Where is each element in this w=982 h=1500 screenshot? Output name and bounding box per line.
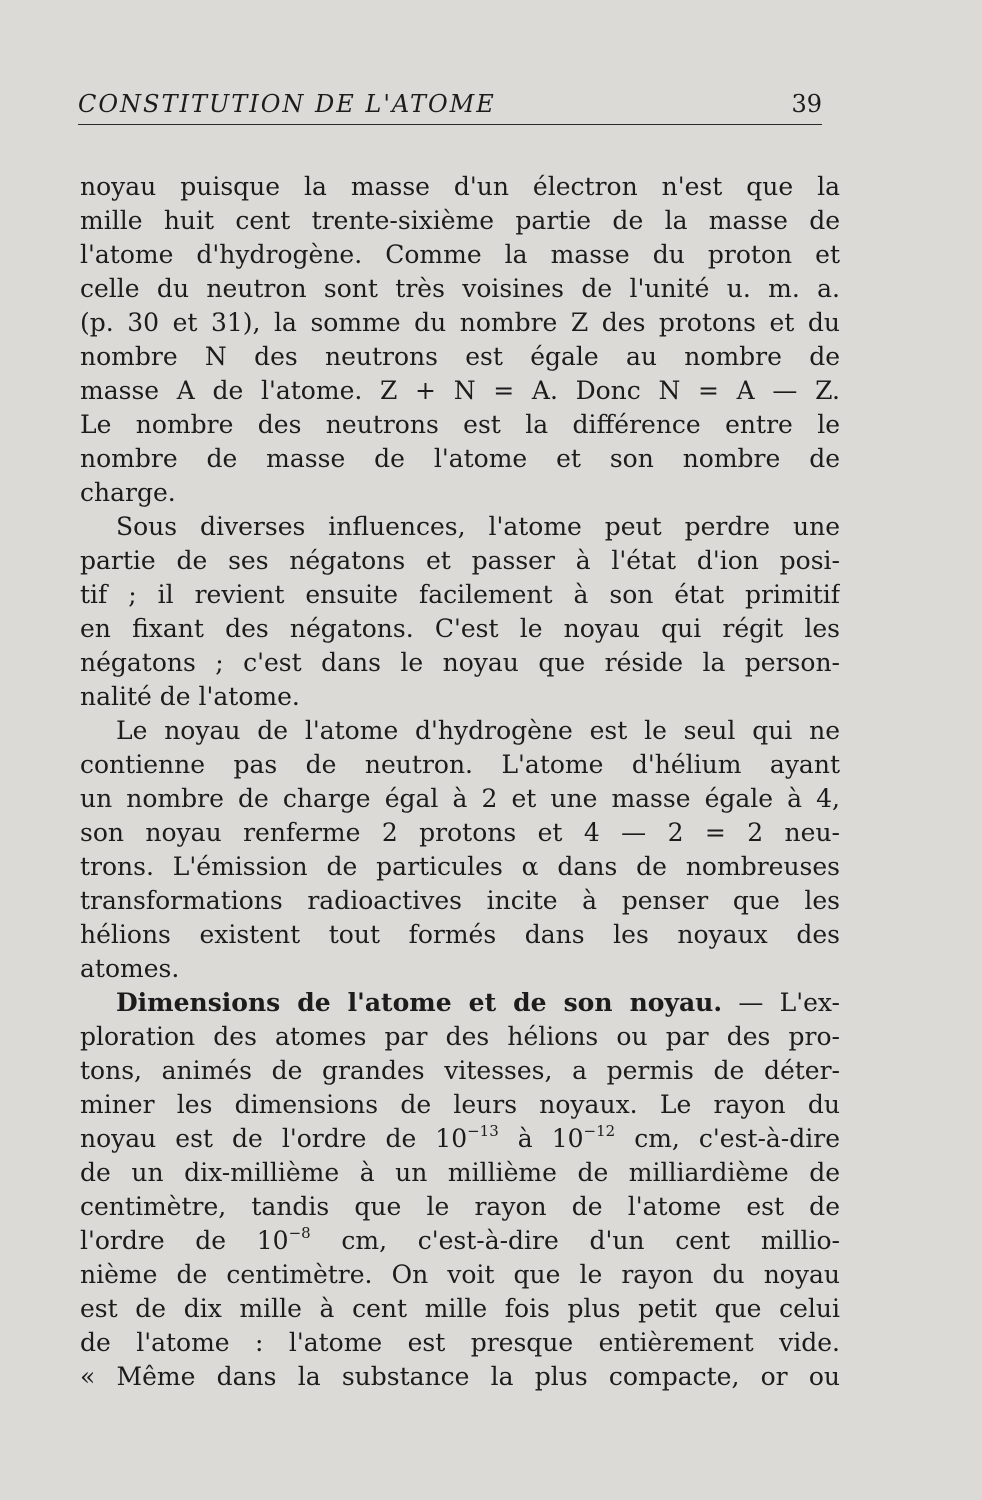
text-line: en fixant des négatons. C'est le noyau qui régit les [80,614,840,643]
text-line: centimètre, tandis que le rayon de l'atome est de [80,1192,840,1221]
text-line: l'atome d'hydrogène. Comme la masse du proton et [80,240,840,269]
text-line: ploration des atomes par des hélions ou par des pro- [80,1022,840,1051]
section-heading: Dimensions de l'atome et de son noyau. [116,988,723,1017]
page-header [78,88,822,125]
text-span: cm, c'est-à-dire d'un cent millio- [310,1226,840,1255]
page-number: 39 [791,90,822,118]
text-span: l'ordre de 10 [80,1226,289,1255]
text-line: nombre N des neutrons est égale au nombre de [80,342,840,371]
text-line [80,1122,840,1156]
text-line: contienne pas de neutron. L'atome d'hélium ayant [80,750,840,779]
text-line: miner les dimensions de leurs noyaux. Le rayon du [80,1090,840,1119]
text-line: masse A de l'atome. Z + N = A. Donc N = A — Z. [80,376,840,405]
text-line: charge. [80,478,176,507]
text-line: trons. L'émission de particules α dans de nombreuses [80,852,840,881]
text-line: Le noyau de l'atome d'hydrogène est le seul qui ne [116,716,840,745]
paragraph-4 [80,986,840,1394]
text-span: noyau est de l'ordre de 10 [80,1124,468,1153]
paragraph-1 [80,170,840,510]
text-line: négatons ; c'est dans le noyau que réside la person- [80,648,840,677]
body-text [80,170,840,1394]
paragraph-2 [80,510,840,714]
text-line: nombre de masse de l'atome et son nombre de [80,444,840,473]
text-line: de l'atome : l'atome est presque entièrement vide. [80,1328,840,1357]
text-line: son noyau renferme 2 protons et 4 — 2 = 2 neu- [80,818,840,847]
text-line: (p. 30 et 31), la somme du nombre Z des protons et du [80,308,840,337]
text-line: Le nombre des neutrons est la différence entre le [80,410,840,439]
exponent: −13 [467,1122,499,1140]
text-line: nième de centimètre. On voit que le rayon du noyau [80,1260,840,1289]
exponent: −12 [583,1122,616,1140]
text-line: celle du neutron sont très voisines de l'unité u. m. a. [80,274,840,303]
text-line: hélions existent tout formés dans les noyaux des [80,920,840,949]
text-span: — L'ex- [722,988,840,1017]
text-line: atomes. [80,954,180,983]
text-line: tif ; il revient ensuite facilement à son état primitif [80,580,840,609]
text-line: Sous diverses influences, l'atome peut perdre une [116,512,840,541]
text-line: mille huit cent trente-sixième partie de la masse de [80,206,840,235]
text-span: cm, c'est-à-dire [615,1124,840,1153]
running-title: CONSTITUTION DE L'ATOME [78,90,496,118]
text-line: un nombre de charge égal à 2 et une masse égale à 4, [80,784,840,813]
text-span: à 10 [498,1124,584,1153]
paragraph-3 [80,714,840,986]
text-line: partie de ses négatons et passer à l'état d'ion posi- [80,546,840,575]
text-line: « Même dans la substance la plus compacte, or ou [80,1362,840,1391]
text-line: noyau puisque la masse d'un électron n'est que la [80,172,840,201]
text-line: est de dix mille à cent mille fois plus petit que celui [80,1294,840,1323]
text-line: transformations radioactives incite à penser que les [80,886,840,915]
text-line: nalité de l'atome. [80,682,300,711]
text-line: de un dix-millième à un millième de milliardième de [80,1158,840,1187]
text-line [80,1224,840,1258]
exponent: −8 [288,1224,311,1242]
text-line: tons, animés de grandes vitesses, a permis de déter- [80,1056,840,1085]
text-line [80,986,840,1020]
